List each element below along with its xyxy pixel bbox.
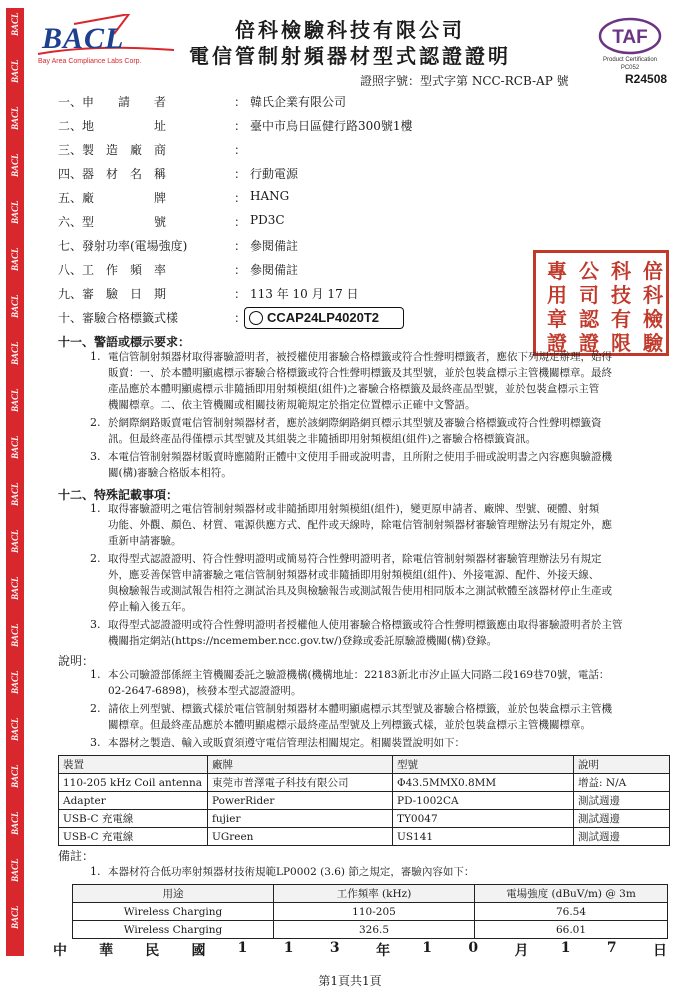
field-label: 五、廠 牌 <box>58 191 167 205</box>
notes-item-line: 02-2647-6898)，核發本型式認證證明。 <box>108 685 302 697</box>
section12-item-line: 停止輸入後五年。 <box>108 601 192 613</box>
frequency-table-cell: 66.01 <box>475 921 668 939</box>
border-text: BACL <box>10 59 20 83</box>
section12-item-number: 1. <box>90 502 101 515</box>
field-value: 113 年 10 月 17 日 <box>250 287 359 301</box>
date-char: 年 <box>376 943 391 959</box>
date-char: 華 <box>99 943 114 959</box>
certificate-number: R24508 <box>625 72 668 86</box>
frequency-col-header: 工作頻率 (kHz) <box>274 885 475 903</box>
device-table-cell: Φ43.5MMX0.8MM <box>393 774 574 792</box>
model-col-header: 型號 <box>393 756 574 774</box>
device-table-cell: UGreen <box>208 828 393 846</box>
frequency-table-cell: 110-205 <box>274 903 475 921</box>
field-colon: ： <box>234 263 247 277</box>
frequency-table-cell: Wireless Charging <box>73 921 274 939</box>
device-table-cell: PowerRider <box>208 792 393 810</box>
device-table-cell: fujier <box>208 810 393 828</box>
field-colon: ： <box>234 311 247 325</box>
desc-col-header: 說明 <box>574 756 670 774</box>
section12-item-line: 功能、外觀、顏色、材質、電源供應方式、配件或天線時，除電信管制射頻器材審驗管理辦法另有規定外，應 <box>108 519 612 531</box>
notes-item-line: 關標章。但最終產品應於本體明顯處標示最終產品型號及上列標籤式樣，並於包裝盒標示主管機關標章。 <box>108 719 591 731</box>
device-table-cell: 測試週邊 <box>574 810 670 828</box>
device-table-row <box>59 774 670 792</box>
field-label: 三、製 造 廠 商 <box>58 143 167 157</box>
device-table-cell: US141 <box>393 828 574 846</box>
logo-subtitle: Bay Area Compliance Labs Corp. <box>38 58 142 65</box>
field-label: 一、申 請 者 <box>58 95 167 109</box>
notes-heading: 說明： <box>58 654 95 668</box>
field-value: PD3C <box>250 213 285 227</box>
field-label: 七、發射功率(電場強度) <box>58 239 188 253</box>
ncc-mark-icon <box>249 311 263 325</box>
field-label: 四、器 材 名 稱 <box>58 167 167 181</box>
field-colon: ： <box>234 143 247 157</box>
seal-char: 專 <box>547 259 567 283</box>
taf-line2: PC052 <box>620 65 640 71</box>
border-text: BACL <box>10 623 20 647</box>
section11-item-line: 關(構)審驗合格版本相符。 <box>108 467 232 479</box>
date-char: 民 <box>145 943 160 959</box>
remarks-heading: 備註： <box>58 849 95 863</box>
document-title: 電信管制射頻器材型式認證證明 <box>189 44 511 68</box>
device-table-cell: 增益: N/A <box>574 774 670 792</box>
seal-char: 證 <box>547 331 567 355</box>
date-char: 月 <box>514 943 529 959</box>
section12-item-line: 取得型式認證證明、符合性聲明證明或簡易符合性聲明證明者，除電信管制射頻器材審驗管理辦法另有規定 <box>108 553 602 565</box>
device-table-cell: USB-C 充電線 <box>59 810 208 828</box>
device-col-header: 裝置 <box>59 756 208 774</box>
field-label: 十、審驗合格標籤式樣 <box>58 311 179 325</box>
section12-item-line: 外，應妥善保管申請審驗之電信管制射頻器材或非隨插即用射頻模組(組件)、外接電源、配件、外接天線、 <box>108 569 600 581</box>
device-table-cell: PD-1002CA <box>393 792 574 810</box>
seal-char: 有 <box>611 307 631 331</box>
border-text: BACL <box>10 247 20 271</box>
field-colon: ： <box>234 95 247 109</box>
section11-item-number: 1. <box>90 350 101 363</box>
border-text: BACL <box>10 576 20 600</box>
notes-item-number: 1. <box>90 668 101 681</box>
section11-item-line: 機關標章。二、依主管機關或相關技術規範規定於指定位置標示正確中文警語。 <box>108 399 476 411</box>
field-label: 六、型 號 <box>58 215 167 229</box>
seal-char: 認 <box>579 307 599 331</box>
seal-char: 驗 <box>643 331 663 355</box>
company-name: 倍科檢驗科技有限公司 <box>235 18 465 42</box>
border-text: BACL <box>10 905 20 929</box>
taf-mark-text: TAF <box>612 27 648 48</box>
border-text: BACL <box>10 435 20 459</box>
section12-item-number: 2. <box>90 552 101 565</box>
remark-text: 本器材符合低功率射頻器材技術規範LP0002 (3.6) 節之規定，審驗內容如下： <box>108 866 475 878</box>
taf-accreditation-mark <box>596 16 664 74</box>
field-value: 臺中市烏日區健行路300號1樓 <box>250 119 413 133</box>
frequency-table <box>72 884 668 939</box>
field-label: 九、審 驗 日 期 <box>58 287 167 301</box>
seal-char: 司 <box>579 283 599 307</box>
device-table-cell: 測試週邊 <box>574 828 670 846</box>
device-table-cell: 測試週邊 <box>574 792 670 810</box>
field-value: HANG <box>250 189 290 203</box>
field-colon: ： <box>234 119 247 133</box>
frequency-table-cell: 76.54 <box>475 903 668 921</box>
notes-item-line: 請依上列型號、標籤式樣於電信管制射頻器材本體明顯處標示其型號及審驗合格標籤，並於包裝盒標示主管機 <box>108 703 612 715</box>
date-char: 國 <box>191 943 206 959</box>
device-table-cell: USB-C 充電線 <box>59 828 208 846</box>
frequency-table-cell: Wireless Charging <box>73 903 274 921</box>
ccap-label-sample <box>244 307 404 329</box>
date-char: 1 <box>283 940 294 956</box>
ccap-label-text: CCAP24LP4020T2 <box>267 310 379 325</box>
page-number: 第1頁共1頁 <box>318 974 382 988</box>
seal-char: 章 <box>547 307 567 331</box>
date-char: 1 <box>422 940 432 956</box>
section12-item-number: 3. <box>90 618 101 631</box>
seal-char: 公 <box>579 259 599 283</box>
border-text: BACL <box>10 294 20 318</box>
border-text: BACL <box>10 200 20 224</box>
date-char: 0 <box>468 940 479 956</box>
section11-heading: 十一、警語或標示要求： <box>58 335 191 349</box>
section11-item-line: 訊。但最終產品得僅標示其型號及其組裝之非隨插即用射頻模組(組件)之審驗合格標籤資訊。 <box>108 433 537 445</box>
section11-item-number: 2. <box>90 416 101 429</box>
border-text: BACL <box>10 153 20 177</box>
left-border-strip <box>6 8 24 956</box>
section12-heading: 十二、特殊記載事項： <box>58 488 179 502</box>
section11-item-line: 產品應於本體明顯處標示非隨插即用射頻模組(組件)之審驗合格標籤及最終產品型號，並於包裝盒標示主管 <box>108 383 600 395</box>
device-table-cell: 110-205 kHz Coil antenna <box>59 774 208 792</box>
section11-item-line: 於網際網路販賣電信管制射頻器材者，應於該網際網路網頁標示其型號及審驗合格標籤或符合性聲明標籤資 <box>108 417 602 429</box>
seal-char: 用 <box>547 283 567 307</box>
logo-word: BACL <box>42 22 125 55</box>
date-char: 1 <box>237 940 248 956</box>
border-text: BACL <box>10 12 20 36</box>
border-text: BACL <box>10 858 20 882</box>
section12-item-line: 重新申請審驗。 <box>108 535 182 547</box>
taf-line1: Product Certification <box>602 57 658 63</box>
device-table-row <box>59 792 670 810</box>
device-table-cell: 東莞市普澤電子科技有限公司 <box>208 774 393 792</box>
section11-item-line: 販賣：一、於本體明顯處標示審驗合格標籤或符合性聲明標籤及其型號，並於包裝盒標示主管機關標章。最終 <box>108 367 612 379</box>
certificate-number-line <box>360 72 668 89</box>
seal-char: 倍 <box>643 259 663 283</box>
field-label: 二、地 址 <box>58 119 167 133</box>
field-colon: ： <box>234 239 247 253</box>
section12-item-line: 與檢驗報告或測試報告相符之測試治具及與檢驗報告或測試報告使用相同版本之測試軟體至該器材停止生產或 <box>108 585 612 597</box>
seal-char: 限 <box>611 331 631 355</box>
border-text: BACL <box>10 106 20 130</box>
frequency-table-header <box>73 885 668 903</box>
date-char: 中 <box>53 943 67 959</box>
seal-char: 技 <box>611 283 631 307</box>
section11-item-number: 3. <box>90 450 101 463</box>
section11-item-line: 電信管制射頻器材取得審驗證明者，被授權使用審驗合格標籤或符合性聲明標籤者，應依下列規定辦理，始得 <box>108 351 612 363</box>
notes-item-number: 2. <box>90 702 101 715</box>
notes-item-line: 本器材之製造、輸入或販賣須遵守電信管理法相關規定。相關裝置說明如下： <box>108 737 465 749</box>
seal-char: 科 <box>643 283 663 307</box>
device-table-header <box>59 756 670 774</box>
device-table-row <box>59 828 670 846</box>
frequency-table-row <box>73 903 668 921</box>
field-value: 行動電源 <box>250 167 299 181</box>
border-text: BACL <box>10 717 20 741</box>
border-text: BACL <box>10 529 20 553</box>
device-table-cell: Adapter <box>59 792 208 810</box>
device-table <box>58 755 670 846</box>
field-colon: ： <box>234 167 247 181</box>
field-colon: ： <box>234 191 247 205</box>
company-seal-stamp <box>533 250 669 356</box>
field-value: 參閱備註 <box>250 239 299 253</box>
border-text: BACL <box>10 811 20 835</box>
section12-item-line: 取得型式認證證明或符合性聲明證明者授權他人使用審驗合格標籤或符合性聲明標籤應由取得審驗證明者於主管 <box>108 619 623 631</box>
border-text: BACL <box>10 482 20 506</box>
field-label: 八、工 作 頻 率 <box>58 263 167 277</box>
field-value: 參閱備註 <box>250 263 299 277</box>
field-colon: ： <box>234 287 247 301</box>
usage-col-header: 用途 <box>73 885 274 903</box>
date-char: 3 <box>329 940 340 956</box>
seal-char: 科 <box>611 259 631 283</box>
border-text: BACL <box>10 388 20 412</box>
device-table-row <box>59 810 670 828</box>
date-char: 7 <box>606 940 617 956</box>
notes-item-number: 3. <box>90 736 101 749</box>
date-char: 1 <box>560 940 571 956</box>
notes-item-line: 本公司驗證部係經主管機關委託之驗證機構(機構地址：22183新北市汐止區大同路二段169巷70號，電話： <box>108 669 610 681</box>
device-table-cell: TY0047 <box>393 810 574 828</box>
border-text: BACL <box>10 670 20 694</box>
seal-char: 檢 <box>643 307 663 331</box>
date-char: 日 <box>653 943 667 959</box>
seal-char: 證 <box>579 331 599 355</box>
field-colon: ： <box>234 215 247 229</box>
remark-number: 1. <box>90 865 101 878</box>
field-strength-col-header: 電場強度 (dBuV/m) @ 3m <box>475 885 668 903</box>
certificate-label: 證照字號：型式字第 NCC-RCB-AP 號 <box>360 74 569 88</box>
field-value: 韓氏企業有限公司 <box>250 95 347 109</box>
section12-item-line: 機關指定網站(https://ncemember.ncc.gov.tw/)登錄或委託原驗證機關(構)登錄。 <box>108 635 498 647</box>
brand-col-header: 廠牌 <box>208 756 393 774</box>
section12-item-line: 取得審驗證明之電信管制射頻器材或非隨插即用射頻模組(組件)，變更原申請者、廠牌、型號、硬體、射頻 <box>108 503 600 515</box>
frequency-table-row <box>73 921 668 939</box>
frequency-table-cell: 326.5 <box>274 921 475 939</box>
border-text: BACL <box>10 764 20 788</box>
taf-logo-icon <box>596 16 664 74</box>
section11-item-line: 本電信管制射頻器材販賣時應隨附正體中文使用手冊或說明書，且所附之使用手冊或說明書之內容應與驗證機 <box>108 451 612 463</box>
border-text: BACL <box>10 341 20 365</box>
